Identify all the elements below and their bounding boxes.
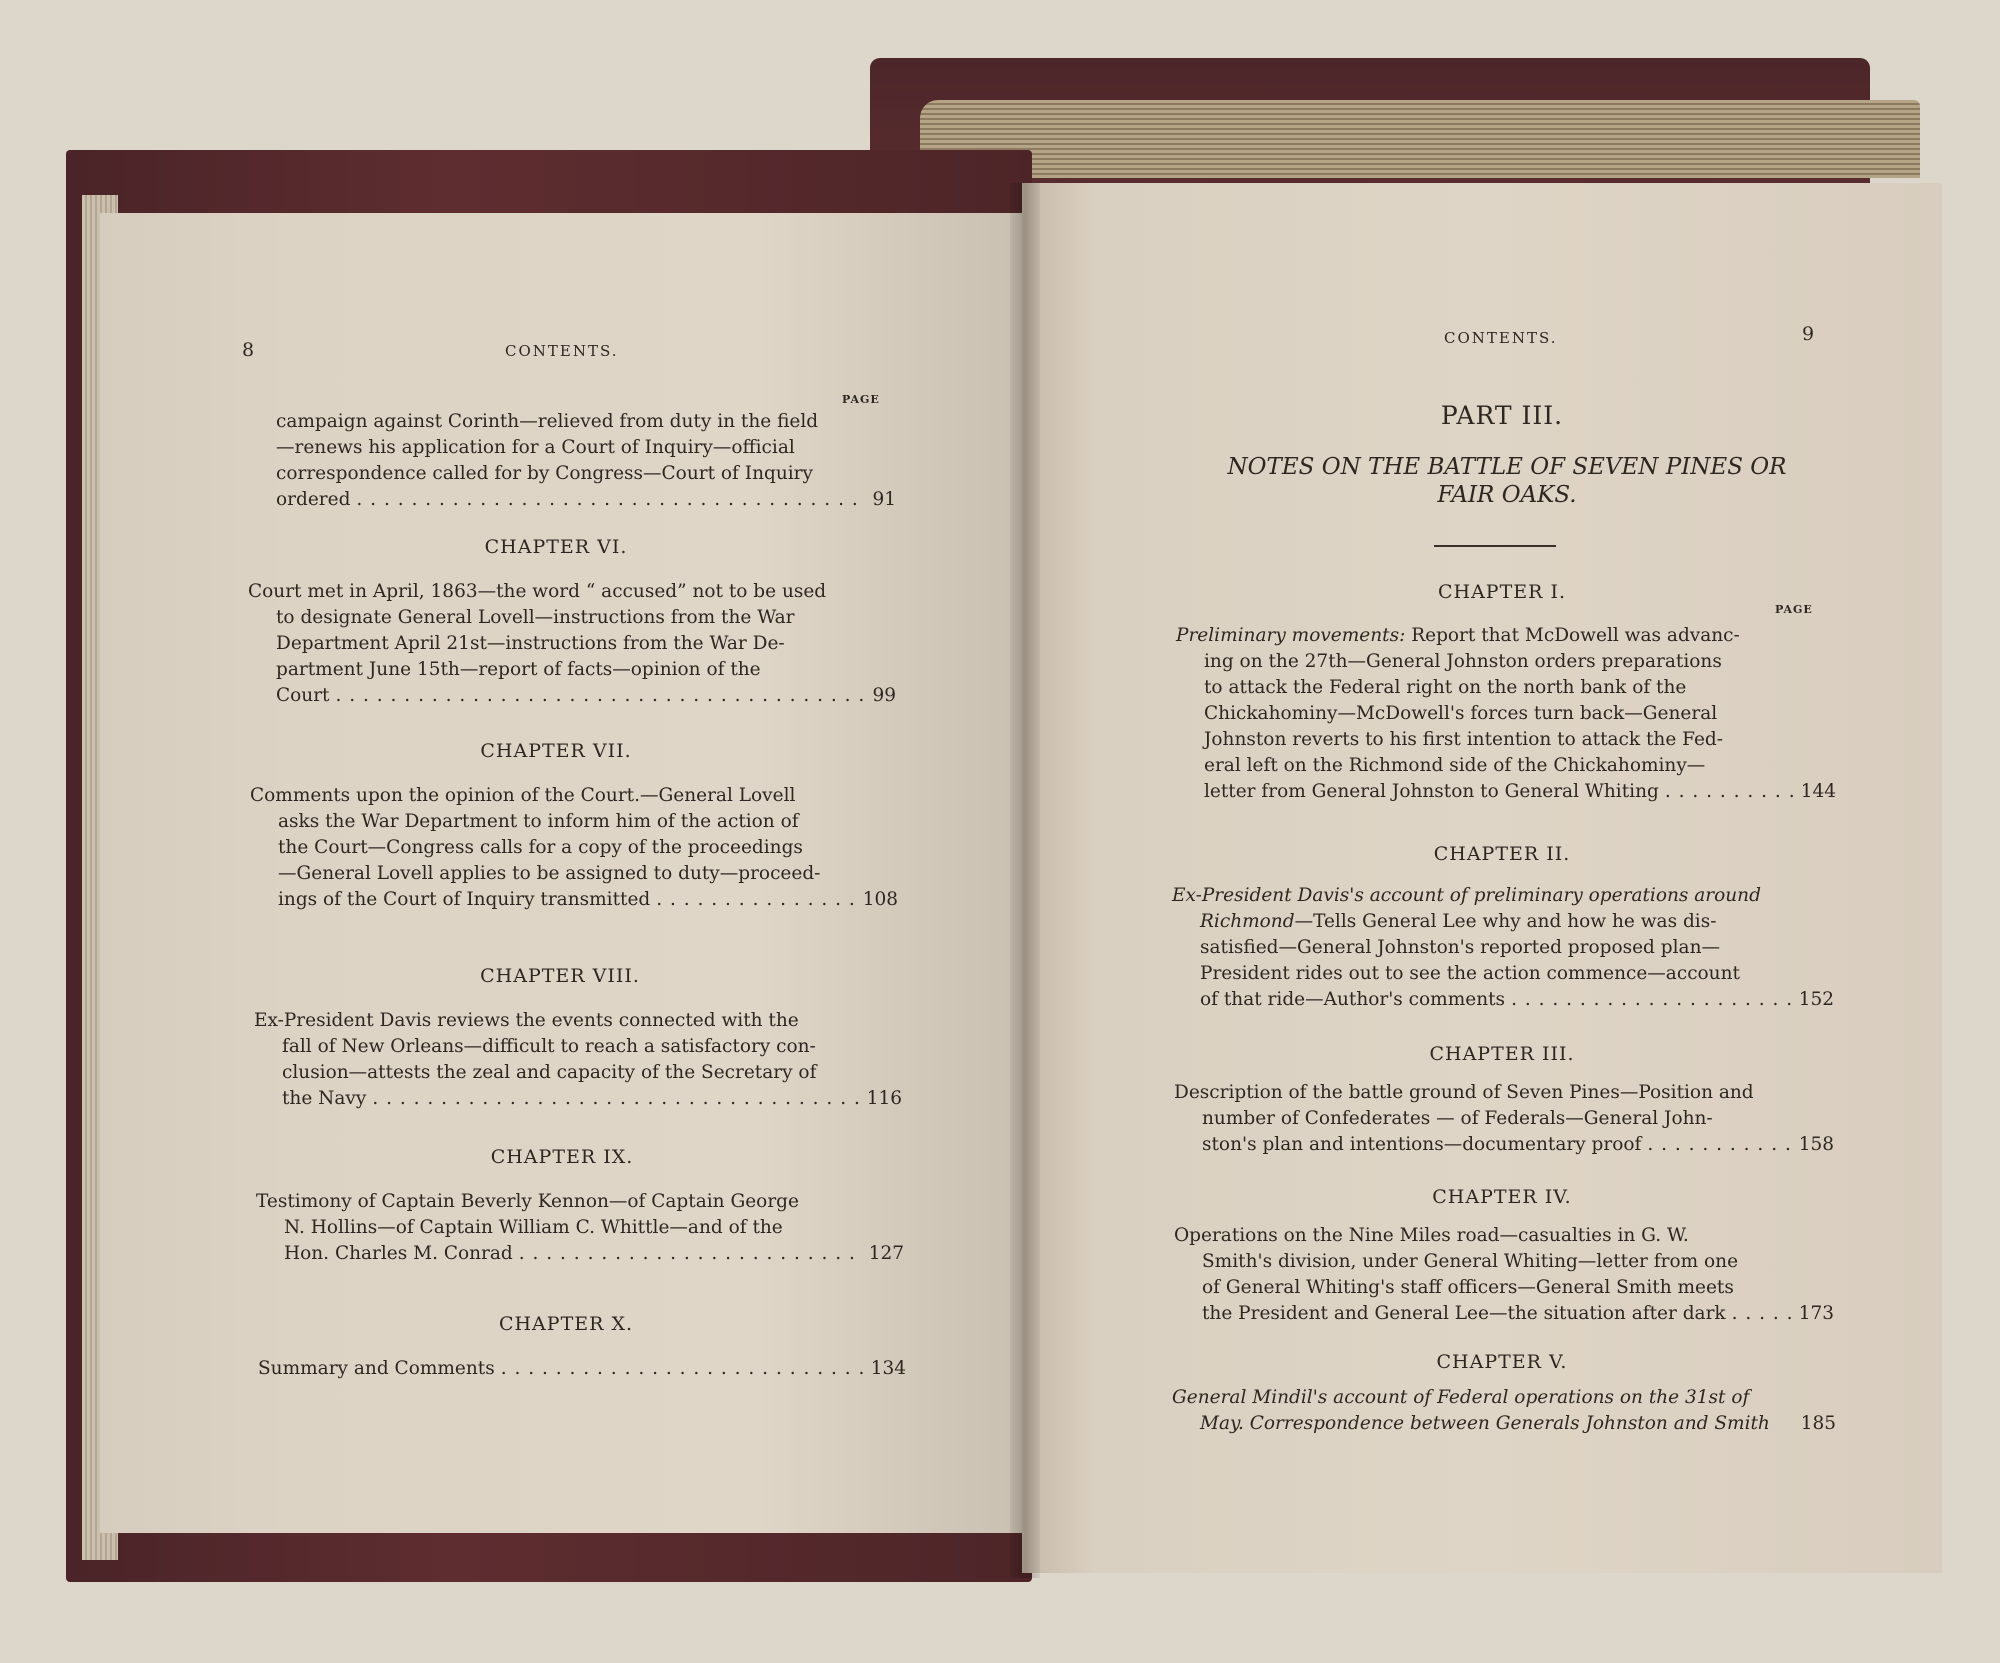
entry-text: Court xyxy=(276,685,330,706)
page-edges-top xyxy=(920,100,1920,178)
book-gutter xyxy=(1010,183,1040,1578)
chapter-heading: CHAPTER X. xyxy=(498,1313,634,1335)
left-folio: 8 xyxy=(242,339,255,361)
entry-last-line xyxy=(256,1241,904,1267)
entry-last-line xyxy=(248,683,896,709)
part-title-line: FAIR OAKS. xyxy=(1437,482,1577,508)
entry-text: Summary and Comments xyxy=(258,1358,495,1379)
entry-text: ston's plan and intentions—documentary proof xyxy=(1202,1134,1642,1155)
entry-line: to designate General Lovell—instructions from the War xyxy=(276,607,795,628)
entry-line: —renews his application for a Court of Inquiry—official xyxy=(276,437,795,458)
left-running-head: CONTENTS. xyxy=(505,342,619,360)
title-rule xyxy=(1434,545,1556,547)
entry-line: clusion—attests the zeal and capacity of the Secretary of xyxy=(282,1062,817,1083)
entry-line: N. Hollins—of Captain William C. Whittle—and of the xyxy=(284,1217,783,1238)
page-number: 91 xyxy=(872,489,896,510)
chapter-entry xyxy=(1176,623,1836,805)
left-page-label: PAGE xyxy=(842,393,880,406)
leader-dots xyxy=(656,887,856,913)
entry-text: Hon. Charles M. Conrad xyxy=(284,1243,513,1264)
entry-line: Smith's division, under General Whiting—letter from one xyxy=(1202,1251,1739,1272)
page-number: 144 xyxy=(1800,781,1836,802)
chapter-heading: CHAPTER II. xyxy=(1433,843,1571,865)
entry-text: ings of the Court of Inquiry transmitted xyxy=(278,889,651,910)
entry-line: eral left on the Richmond side of the Chickahominy— xyxy=(1204,755,1706,776)
entry-line: partment June 15th—report of facts—opinion of the xyxy=(276,659,761,680)
entry-line: to attack the Federal right on the north bank of the xyxy=(1204,677,1687,698)
entry-last-line xyxy=(276,487,896,513)
entry-line: —General Lovell applies to be assigned to duty—proceed- xyxy=(278,863,821,884)
entry-text: Report that McDowell was advanc- xyxy=(1405,625,1740,646)
entry-line: Johnston reverts to his first intention to attack the Fed- xyxy=(1204,729,1724,750)
chapter-entry xyxy=(1174,1080,1834,1158)
entry-line: Description of the battle ground of Seven Pines—Position and xyxy=(1174,1082,1754,1103)
entry-line: Court met in April, 1863—the word “ accused” not to be used xyxy=(248,581,827,602)
page-number: 152 xyxy=(1798,989,1834,1010)
entry-line: correspondence called for by Congress—Court of Inquiry xyxy=(276,463,813,484)
entry-line: President rides out to see the action commence—account xyxy=(1200,963,1740,984)
chapter-entry xyxy=(248,579,896,709)
entry-line xyxy=(1176,623,1836,649)
entry-line: Department April 21st—instructions from the War De- xyxy=(276,633,785,654)
leader-dots xyxy=(519,1241,863,1267)
entry-text: of that ride—Author's comments xyxy=(1200,989,1506,1010)
page-number: 185 xyxy=(1800,1413,1836,1434)
entry-line: asks the War Department to inform him of the action of xyxy=(278,811,799,832)
entry-line xyxy=(1172,909,1834,935)
entry-text: —Tells General Lee why and how he was dis- xyxy=(1294,911,1717,932)
entry-line: Operations on the Nine Miles road—casualties in G. W. xyxy=(1174,1225,1689,1246)
entry-line: the Court—Congress calls for a copy of the proceedings xyxy=(278,837,803,858)
right-page xyxy=(1022,183,1942,1573)
page-number: 173 xyxy=(1798,1303,1834,1324)
chapter-entry xyxy=(1172,883,1834,1013)
entry-italic: Ex-President Davis's account of preliminary operations around xyxy=(1172,885,1761,906)
entry-text: May. Correspondence between Generals Johnston and Smith xyxy=(1200,1413,1770,1434)
entry-line: satisfied—General Johnston's reported proposed plan— xyxy=(1200,937,1720,958)
entry-line xyxy=(1172,883,1834,909)
entry-text: the President and General Lee—the situation after dark xyxy=(1202,1303,1726,1324)
page-number: 127 xyxy=(868,1243,904,1264)
leader-dots xyxy=(336,683,867,709)
chapter-entry xyxy=(250,783,898,913)
leader-dots xyxy=(1647,1132,1792,1158)
entry-line: campaign against Corinth—relieved from duty in the field xyxy=(276,411,819,432)
entry-last-line xyxy=(1176,779,1836,805)
entry-last-line xyxy=(1174,1132,1834,1158)
entry-line: Ex-President Davis reviews the events connected with the xyxy=(254,1010,799,1031)
page-number: 116 xyxy=(866,1088,902,1109)
leader-dots xyxy=(1732,1301,1793,1327)
chapter-heading: CHAPTER VIII. xyxy=(480,965,640,987)
entry-italic: Richmond xyxy=(1200,911,1295,932)
entry-line: fall of New Orleans—difficult to reach a satisfactory con- xyxy=(282,1036,816,1057)
entry-line: Chickahominy—McDowell's forces turn back—General xyxy=(1204,703,1718,724)
entry-line: number of Confederates — of Federals—General John- xyxy=(1202,1108,1713,1129)
right-page-label: PAGE xyxy=(1775,603,1813,616)
page-number: 158 xyxy=(1798,1134,1834,1155)
chapter-heading: CHAPTER III. xyxy=(1429,1043,1575,1065)
chapter-entry xyxy=(1174,1223,1834,1327)
entry-line: General Mindil's account of Federal operations on the 31st of xyxy=(1172,1387,1750,1408)
leader-dots xyxy=(1511,987,1793,1013)
entry-line: Testimony of Captain Beverly Kennon—of Captain George xyxy=(256,1191,799,1212)
entry-last-line xyxy=(1172,1411,1836,1437)
entry-last-line xyxy=(250,887,898,913)
leader-dots xyxy=(372,1086,860,1112)
left-page xyxy=(100,213,1035,1533)
entry-last-line xyxy=(1172,987,1834,1013)
entry-last-line xyxy=(258,1356,906,1382)
entry-line: of General Whiting's staff officers—General Smith meets xyxy=(1202,1277,1734,1298)
part-heading: PART III. xyxy=(1440,401,1564,430)
chapter-heading: CHAPTER V. xyxy=(1436,1351,1568,1373)
entry-last-line xyxy=(1174,1301,1834,1327)
leader-dots xyxy=(1665,779,1795,805)
continued-entry xyxy=(276,409,896,513)
entry-text: the Navy xyxy=(282,1088,367,1109)
chapter-heading: CHAPTER I. xyxy=(1437,581,1567,603)
entry-last-line xyxy=(254,1086,902,1112)
leader-dots xyxy=(356,487,866,513)
entry-line: ing on the 27th—General Johnston orders preparations xyxy=(1204,651,1722,672)
part-title-line: NOTES ON THE BATTLE OF SEVEN PINES OR xyxy=(1227,454,1787,480)
chapter-heading: CHAPTER VI. xyxy=(484,536,628,558)
chapter-heading: CHAPTER VII. xyxy=(480,740,632,762)
chapter-entry xyxy=(256,1189,904,1267)
chapter-entry xyxy=(254,1008,902,1112)
leader-dots xyxy=(501,1356,865,1382)
page-number: 99 xyxy=(872,685,896,706)
chapter-heading: CHAPTER IX. xyxy=(490,1146,634,1168)
chapter-entry xyxy=(1172,1385,1836,1437)
page-number: 134 xyxy=(870,1358,906,1379)
page-number: 108 xyxy=(862,889,898,910)
part-title xyxy=(1162,453,1852,509)
chapter-entry xyxy=(258,1356,906,1382)
entry-italic: Preliminary movements: xyxy=(1176,625,1406,646)
entry-line: Comments upon the opinion of the Court.—General Lovell xyxy=(250,785,796,806)
right-running-head: CONTENTS. xyxy=(1444,329,1558,347)
entry-text: letter from General Johnston to General Whiting xyxy=(1204,781,1659,802)
right-folio: 9 xyxy=(1802,323,1815,345)
entry-text: ordered xyxy=(276,489,351,510)
chapter-heading: CHAPTER IV. xyxy=(1432,1186,1572,1208)
